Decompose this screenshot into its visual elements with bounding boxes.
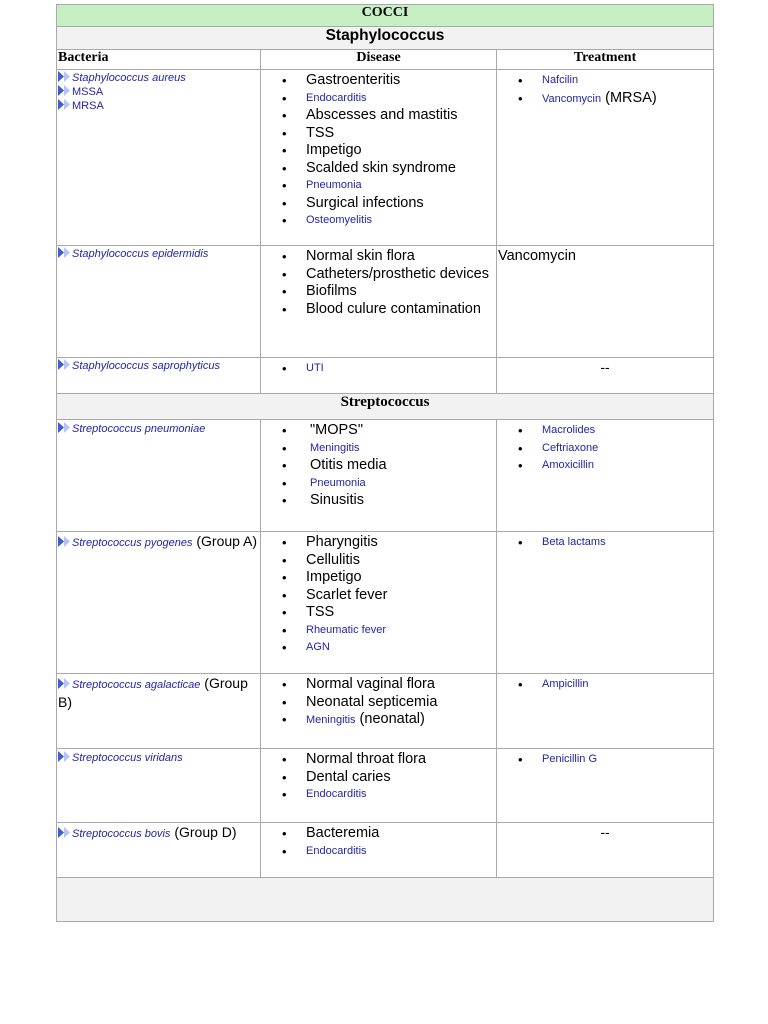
treatment-item <box>542 440 709 458</box>
disease-item <box>306 125 492 143</box>
disease-text: Neonatal septicemia <box>306 693 438 710</box>
expand-arrow-icon <box>58 247 70 258</box>
disease-link[interactable]: UTI <box>306 362 324 374</box>
disease-cell <box>261 823 497 878</box>
table-title: COCCI <box>57 5 714 27</box>
treatment-link[interactable]: Vancomycin <box>542 92 602 105</box>
disease-item <box>306 360 492 378</box>
disease-text: Normal skin flora <box>306 248 415 264</box>
treatment-cell: -- <box>497 823 714 878</box>
disease-cell <box>261 246 497 358</box>
disease-cell <box>261 749 497 823</box>
treatment-cell: Vancomycin <box>497 246 714 358</box>
disease-item <box>306 569 492 587</box>
table-footer-row <box>57 878 714 922</box>
bacteria-link[interactable]: Streptococcus agalacticae (Group B) <box>58 675 248 710</box>
expand-arrow-icon <box>58 536 70 547</box>
disease-text: Sinusitis <box>310 492 364 508</box>
expand-arrow-icon <box>58 751 70 762</box>
disease-text: Impetigo <box>306 142 362 158</box>
disease-cell <box>261 420 497 532</box>
disease-cell <box>261 674 497 749</box>
disease-item <box>310 492 492 510</box>
disease-item <box>310 475 492 493</box>
treatment-cell <box>497 420 714 532</box>
disease-link[interactable]: Endocarditis <box>306 91 367 104</box>
disease-item <box>310 457 492 475</box>
disease-text: TSS <box>306 124 335 141</box>
treatment-cell <box>497 70 714 246</box>
treatment-item <box>542 457 709 475</box>
disease-item <box>306 825 492 843</box>
treatment-link[interactable]: Ampicillin <box>542 678 589 690</box>
bacteria-link-mssa[interactable]: MSSA <box>58 85 258 99</box>
disease-item <box>306 587 492 605</box>
bacteria-cell <box>57 358 261 394</box>
disease-note: (neonatal) <box>355 711 425 727</box>
table-row-streptococcus-pyogenes <box>57 532 714 674</box>
disease-link[interactable]: Meningitis <box>310 441 360 454</box>
disease-text: Surgical infections <box>306 194 424 211</box>
treatment-item <box>542 751 709 769</box>
disease-text: Biofilms <box>306 283 357 299</box>
disease-item <box>306 604 492 622</box>
treatment-link[interactable]: Macrolides <box>542 424 596 436</box>
disease-link[interactable]: Osteomyelitis <box>306 214 373 226</box>
disease-item <box>306 676 492 694</box>
expand-arrow-icon <box>58 71 70 82</box>
treatment-link[interactable]: Amoxicillin <box>542 459 594 471</box>
treatment-cell: -- <box>497 358 714 394</box>
bacteria-cell <box>57 823 261 878</box>
table-row-streptococcus-agalacticae <box>57 674 714 749</box>
treatment-item <box>542 422 709 440</box>
disease-item <box>306 283 492 301</box>
disease-item <box>306 301 492 319</box>
treatment-link[interactable]: Ceftriaxone <box>542 441 599 454</box>
disease-link[interactable]: Endocarditis <box>306 788 367 800</box>
treatment-link[interactable]: Penicillin G <box>542 753 598 765</box>
treatment-cell <box>497 749 714 823</box>
disease-text: Otitis media <box>310 457 387 473</box>
disease-text: Scalded skin syndrome <box>306 159 456 176</box>
bacteria-cell <box>57 246 261 358</box>
column-header-treatment: Treatment <box>497 50 714 70</box>
treatment-item <box>542 534 709 552</box>
disease-item <box>306 90 492 108</box>
disease-text: Catheters/prosthetic devices <box>306 265 489 282</box>
bacteria-cell <box>57 420 261 532</box>
table-row-staphylococcus-saprophyticus <box>57 358 714 394</box>
expand-arrow-icon <box>58 359 70 370</box>
expand-arrow-icon <box>58 99 70 110</box>
disease-item <box>306 843 492 861</box>
table-row-staphylococcus-aureus <box>57 70 714 246</box>
disease-item <box>306 694 492 712</box>
disease-text: Normal vaginal flora <box>306 676 435 692</box>
disease-link[interactable]: Rheumatic fever <box>306 623 387 636</box>
disease-text: TSS <box>306 604 335 620</box>
disease-text: Blood culure contamination <box>306 300 481 317</box>
disease-text: Normal throat flora <box>306 751 427 767</box>
disease-cell <box>261 70 497 246</box>
bacteria-link[interactable]: Streptococcus pneumoniae <box>58 421 258 438</box>
disease-item <box>306 534 492 552</box>
disease-link[interactable]: Endocarditis <box>306 844 367 857</box>
group-label: (Group A) <box>192 533 258 549</box>
bacteria-link[interactable]: Staphylococcus epidermidis <box>58 247 258 261</box>
cocci-table <box>56 4 714 922</box>
expand-arrow-icon <box>58 85 70 96</box>
treatment-cell <box>497 532 714 674</box>
disease-item <box>306 769 492 787</box>
disease-link[interactable]: Pneumonia <box>306 179 362 191</box>
expand-arrow-icon <box>58 678 70 689</box>
group-label: (Group B) <box>58 675 248 710</box>
expand-arrow-icon <box>58 422 70 433</box>
table-row-streptococcus-bovis <box>57 823 714 878</box>
disease-link[interactable]: Meningitis <box>306 714 356 726</box>
treatment-item <box>542 676 709 694</box>
bacteria-cell <box>57 749 261 823</box>
treatment-cell <box>497 674 714 749</box>
treatment-link[interactable]: Beta lactams <box>542 536 606 548</box>
bacteria-link[interactable]: Staphylococcus saprophyticus <box>58 359 258 373</box>
disease-item <box>306 160 492 178</box>
column-header-disease: Disease <box>261 50 497 70</box>
table-row-staphylococcus-epidermidis <box>57 246 714 358</box>
disease-item <box>310 440 492 458</box>
disease-text: Bacteremia <box>306 825 380 841</box>
disease-cell <box>261 358 497 394</box>
disease-link[interactable]: AGN <box>306 641 330 653</box>
disease-item <box>310 422 492 440</box>
genus-header-staphylococcus: Staphylococcus <box>57 27 714 50</box>
disease-text: Dental caries <box>306 768 391 785</box>
treatment-item <box>542 90 709 109</box>
column-header-bacteria: Bacteria <box>57 50 261 70</box>
disease-text: Pharyngitis <box>306 534 378 550</box>
bacteria-link[interactable]: Streptococcus pyogenes (Group A) <box>58 533 258 552</box>
genus-header-streptococcus: Streptococcus <box>57 394 714 420</box>
disease-item <box>306 142 492 160</box>
bacteria-cell <box>57 70 261 246</box>
treatment-link[interactable]: Nafcilin <box>542 74 579 86</box>
disease-text: "MOPS" <box>310 422 363 438</box>
bacteria-link[interactable]: Staphylococcus aureus <box>58 71 258 85</box>
bacteria-cell <box>57 674 261 749</box>
disease-text: Impetigo <box>306 569 362 585</box>
bacteria-link[interactable]: Streptococcus bovis (Group D) <box>58 824 258 843</box>
disease-text: Abscesses and mastitis <box>306 107 458 123</box>
disease-text: Scarlet fever <box>306 586 388 603</box>
disease-item <box>306 107 492 125</box>
bacteria-cell <box>57 532 261 674</box>
disease-cell <box>261 532 497 674</box>
disease-item <box>306 552 492 570</box>
table-row-streptococcus-viridans <box>57 749 714 823</box>
disease-item <box>306 711 492 730</box>
disease-text: Gastroenteritis <box>306 72 401 88</box>
disease-item <box>306 751 492 769</box>
disease-item <box>306 266 492 284</box>
empty-cell <box>57 878 714 922</box>
disease-text: Cellulitis <box>306 551 360 568</box>
disease-item <box>306 639 492 657</box>
treatment-item <box>542 72 709 90</box>
bacteria-link-mrsa[interactable]: MRSA <box>58 99 258 113</box>
treatment-note: (MRSA) <box>601 89 657 106</box>
disease-link[interactable]: Pneumonia <box>310 476 366 489</box>
disease-item <box>306 786 492 804</box>
disease-item <box>306 177 492 195</box>
disease-item <box>306 72 492 90</box>
bacteria-link[interactable]: Streptococcus viridans <box>58 750 258 767</box>
disease-item <box>306 195 492 213</box>
disease-item <box>306 622 492 640</box>
table-row-streptococcus-pneumoniae <box>57 420 714 532</box>
disease-item <box>306 248 492 266</box>
group-label: (Group D) <box>170 824 237 840</box>
expand-arrow-icon <box>58 827 70 838</box>
disease-item <box>306 212 492 230</box>
